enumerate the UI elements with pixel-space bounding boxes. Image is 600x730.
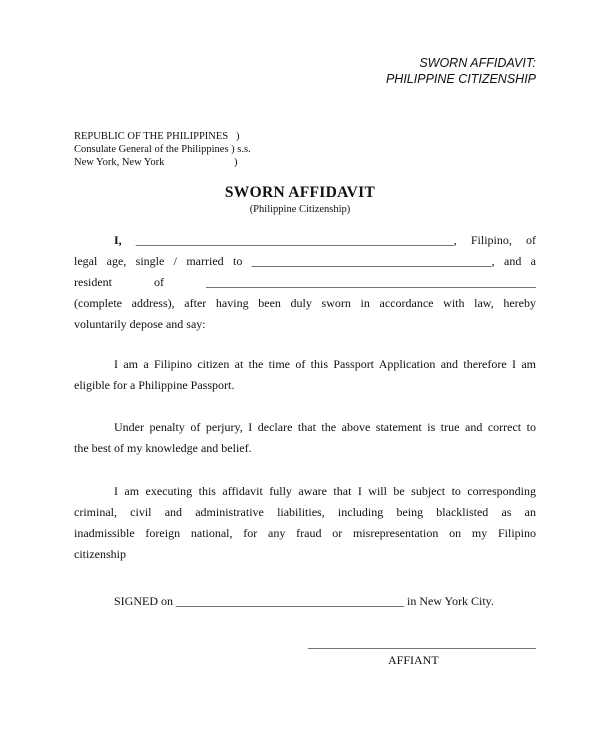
para2-line-1: Under penalty of perjury, I declare that the above statement is true and correct to — [114, 420, 536, 434]
para3-line-4: citizenship — [74, 547, 126, 561]
para1-line-1: I am a Filipino citizen at the time of this Passport Application and therefore I am — [114, 357, 536, 371]
venue-city: New York, New York — [74, 157, 165, 168]
signed-row — [74, 591, 536, 612]
intro-line-2 — [74, 251, 536, 272]
document-subtitle: (Philippine Citizenship) — [249, 204, 351, 215]
para1-line-2: eligible for a Philippine Passport. — [74, 378, 235, 392]
venue-block — [74, 130, 251, 169]
para3-line-1: I am executing this affidavit fully aware that I will be subject to corresponding — [114, 484, 536, 498]
signed-line — [74, 591, 536, 612]
venue-consulate: Consulate General of the Philippines ) s.s. — [74, 144, 251, 155]
document-title: SWORN AFFIDAVIT — [224, 184, 376, 201]
intro-line-1 — [74, 230, 536, 251]
affiant-label: AFFIANT — [388, 653, 439, 667]
signed-label: SIGNED on — [114, 594, 173, 608]
name-blank[interactable]: _____________________________________________________ — [135, 233, 454, 247]
intro-line-5: voluntarily depose and say: — [74, 317, 206, 331]
intro-i-label: I, — [114, 233, 122, 247]
para2-line-2: the best of my knowledge and belief. — [74, 441, 252, 455]
venue-paren-1: ) — [236, 131, 240, 142]
signed-place: in New York City. — [407, 594, 494, 608]
intro-line-3 — [74, 272, 536, 293]
spouse-blank[interactable]: ________________________________________ — [251, 254, 492, 268]
address-blank[interactable]: _______________________________________________________ — [206, 275, 536, 289]
paragraph-citizen — [74, 354, 536, 396]
header-line-2: PHILIPPINE CITIZENSHIP — [385, 72, 536, 86]
document-header — [386, 55, 536, 87]
intro-of: of — [154, 275, 164, 289]
header-line-1: SWORN AFFIDAVIT: — [419, 56, 536, 70]
intro-paragraph — [74, 230, 536, 335]
venue-line-1 — [74, 130, 251, 143]
para3-line-3: inadmissible foreign national, for any fraud or misrepresentation on my Filipino — [74, 526, 536, 540]
venue-country: REPUBLIC OF THE PHILIPPINES — [74, 131, 229, 142]
venue-line-2 — [74, 143, 251, 156]
para3-line-2: criminal, civil and administrative liabilities, including being blacklisted as an — [74, 505, 536, 519]
venue-paren-3: ) — [234, 157, 238, 168]
venue-line-3 — [74, 156, 251, 169]
affiant-signature-blank[interactable]: ______________________________________ — [308, 636, 536, 650]
intro-resident: resident — [74, 275, 112, 289]
paragraph-liabilities — [74, 481, 536, 565]
intro-filipino-of: , Filipino, of — [453, 233, 536, 247]
intro-legal-age: legal age, single / married to — [74, 254, 243, 268]
intro-line-4: (complete address), after having been duly sworn in accordance with law, hereby — [74, 296, 536, 310]
date-blank[interactable]: ______________________________________ — [176, 594, 404, 608]
intro-and-a: , and a — [491, 254, 537, 268]
paragraph-perjury — [74, 417, 536, 459]
